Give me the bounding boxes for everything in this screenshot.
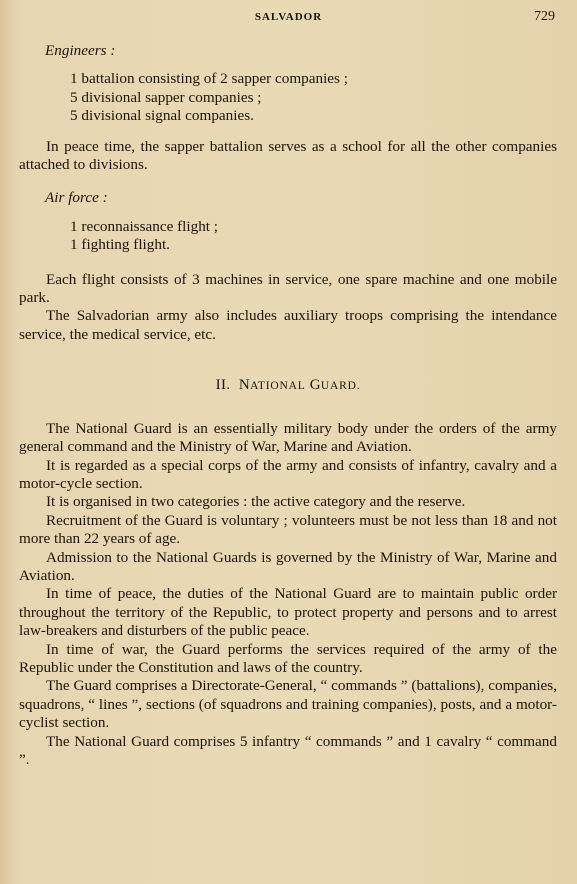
- list-item: 1 battalion consisting of 2 sapper companies ;: [70, 70, 348, 88]
- engineers-list: [70, 70, 557, 125]
- paragraph: It is regarded as a special corps of the army and consists of infantry, cavalry and a motor-cycle section.: [19, 456, 557, 492]
- paragraph: The Guard comprises a Directorate-General, “ commands ” (battalions), companies, squadrons, “ lines ”, sections (of squadrons and training companies), posts, and a motor-cyclist section.: [19, 677, 557, 732]
- list-item: 5 divisional sapper companies ;: [70, 88, 262, 106]
- list-item: 1 fighting flight.: [70, 236, 170, 254]
- paragraph: Recruitment of the Guard is voluntary ; volunteers must be not less than 18 and not more than 22 years of age.: [19, 511, 557, 548]
- small-caps: UARD.: [320, 380, 361, 393]
- air-force-paragraph: Each flight consists of 3 machines in service, one spare machine and one mobile park.: [19, 270, 557, 307]
- air-force-heading: Air force :: [45, 189, 108, 207]
- section-number: II.: [215, 377, 231, 394]
- air-force-list: [70, 218, 557, 255]
- initial: N: [238, 377, 251, 394]
- body-text: [19, 42, 557, 769]
- air-force-paragraph: The Salvadorian army also includes auxiliary troops comprising the intendance service, the medical service, etc.: [19, 307, 557, 343]
- list-item: 5 divisional signal companies.: [70, 107, 254, 125]
- paragraph: It is organised in two categories : the active category and the reserve.: [46, 493, 466, 511]
- engineers-paragraph: In peace time, the sapper battalion serves as a school for all the other companies attached to divisions.: [19, 137, 557, 174]
- page-header: [0, 11, 577, 29]
- page-number: 729: [534, 9, 555, 24]
- initial: G: [309, 377, 321, 394]
- running-head: SALVADOR: [254, 11, 323, 23]
- list-item: 1 reconnaissance flight ;: [70, 217, 219, 235]
- section-word: [239, 377, 306, 393]
- paragraph: The National Guard comprises 5 infantry “ commands ” and 1 cavalry “ command ”.: [19, 732, 557, 768]
- paragraph: The National Guard is an essentially military body under the orders of the army general command and the Ministry of War, Marine and Aviation.: [19, 419, 557, 456]
- small-caps: ATIONAL: [250, 380, 306, 393]
- paragraph: Admission to the National Guards is governed by the Ministry of War, Marine and Aviation.: [19, 548, 557, 584]
- section-heading: [19, 376, 557, 395]
- engineers-heading: Engineers :: [45, 42, 116, 59]
- section-word: [310, 377, 361, 393]
- paragraph: In time of peace, the duties of the National Guard are to maintain public order throughout the territory of the Republic, to protect property and persons and to arrest law-breakers and disturbers of the public peace.: [19, 585, 557, 640]
- paragraph: In time of war, the Guard performs the services required of the army of the Republic under the Constitution and laws of the country.: [19, 640, 557, 676]
